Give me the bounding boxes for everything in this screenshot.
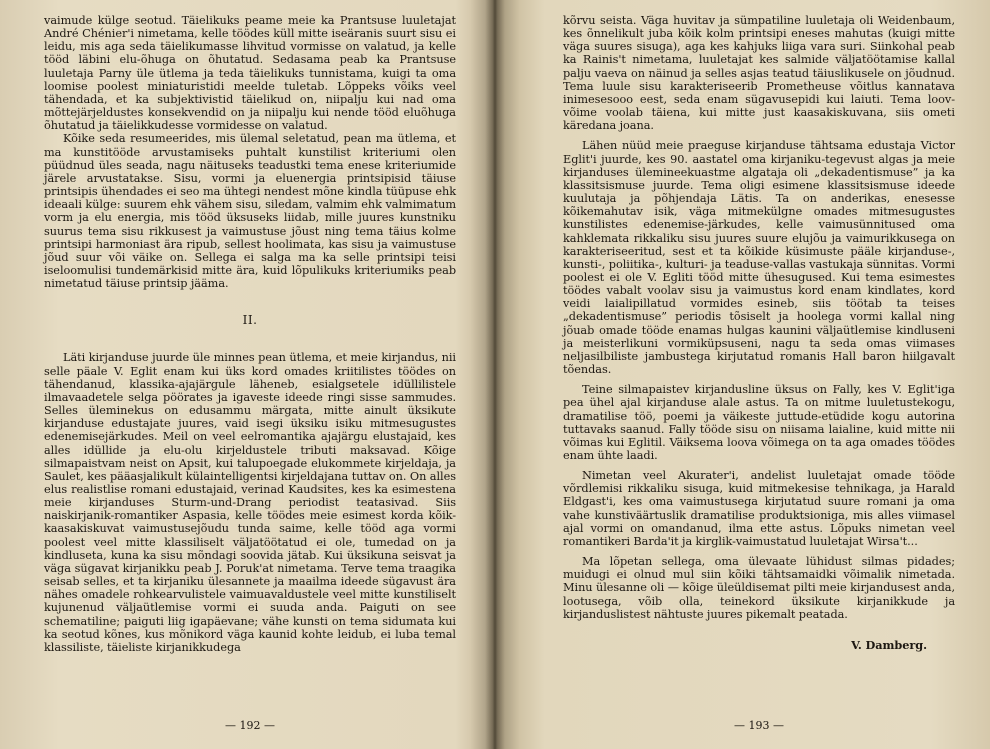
left-paragraph-3: Läti kirjanduse juurde üle minnes pean ütlema, et meie kirjandus, nii selle päale V. Eglit enam kui üks kord omades kriitilistes töödes on tähendanud, klassika-ajajärgule läheneb, esialgsetele idüllilistele ilmavaadetele selga pöörates ja igaveste ideede ringi sisse sammudes. Selles üleminekus on edusammu märgata, mitte ainult üksikute kirjanduse edustajate juures, vaid isegi üksiku isiku mitmesugustes edenemisejärkudes. Meil on veel eelromantika ajajärgu elustajaid, kes alles idüllide ja elu-olu kirjeldustele tributi maksavad. Kõige silmapaistvam neist on Apsit, kui talupoegade elukommete kirjeldaja, ja Saulet, kes pääasjalikult külaintelligentsi kirjeldajana tuttav on. On alles elus realistlise romani edustajaid, verinad Kaudsites, kes ka esimestena meie kirjanduses Sturm-und-Drang periodist teatasivad. Siis naiskirjanik-romantiker Aspasia, kelle töödes meie esimest korda kõik-kaasakiskuvat vaimustusejõudu tunda saime, kelle tööd aga vormi poolest veel mitte klassiliselt väljatöötatud ei ole, tumedad on ja kindluseta, kuna ka sisu mõndagi soovida jätab. Kui üksikuna seisvat ja väga sügavat kirjanikku peab J. Poruk'at nimetama. Terve tema traagika seisab selles, et ta kirjaniku ülesannete ja maailma ideede sügavust ära nähes omadele rohkearvulistele vaimuavaldustele veel mitte kunstiliselt kujunenud väljaütlemise vormi ei suuda anda. Paiguti on see schematiline; paiguti liig igapäevane; vähe kunsti on tema sidumata kui ka seotud kõnes, kus mõnikord väga kaunid kohte leidub, ei luba temal klassiliste, täieliste kirjanikkudega [44, 351, 456, 654]
left-paragraph-2: Kõike seda resumeerides, mis ülemal seletatud, pean ma ütlema, et ma kunstitööde arvustamiseks puhtalt kunstilist kriteriumi olen püüdnud üles seada, nagu näituseks teadustki tema enese kriteriumide järele arvustatakse. Sisu, vormi ja eluenergia printsipisid täiuse printsipis ühendades ei seo ma ühtegi nendest mõne kindla tüüpuse ehk ideaali külge: suurem ehk vähem sisu, siledam, valmim ehk valmimatum vorm ja elu energia, mis tööd üksuseks liidab, mille juures kunstniku suurus tema sisu rikkusest ja vaimustuse jõust ning tema täius kolme printsipi harmoniast ära ripub, sellest hoolimata, kas sisu ja vaimustuse jõud suur või väike on. Sellega ei salga ma ka selle printsipi teisi iseloomulisi tundemärkisid mitte ära, kuid lõpulikuks kriteriumiks peab nimetatud täiuse printsip jääma. [44, 132, 456, 291]
right-paragraph-5: Ma lõpetan sellega, oma ülevaate lühidust silmas pidades; muidugi ei olnud mul siin kõiki tähtsamaidki võimalik nimetada. Minu ülesanne oli — kõige üleüldisemat pilti meie kirjandusest anda, lootusega, võib olla, teinekord üksikute kirjanikkude ja kirjanduslistest nähtuste juures pikemalt peatada. [563, 555, 955, 621]
page-number-right: — 193 — [734, 719, 784, 732]
left-paragraph-1: vaimude külge seotud. Täielikuks peame meie ka Prantsuse luuletajat André Chénier'i nimetama, kelle töödes küll mitte iseäranis suurt sisu ei leidu, mis aga seda täielikumasse lihvitud vormisse on valatud, ja kelle tööd läbini elu-õhuga on õhutatud. Sedasama peab ka Prantsuse luuletaja Parny üle ütlema ja teda täielikuks tunnistama, kuigi ta oma loomise poolest miniaturistidi meelde tuletab. Lõppeks võiks veel tähendada, et ka subjektivistid täielikud on, niipalju kui nad oma mõttejärjeldustes konsekvendid on ja niipalju kui nende tööd eluõhuga õhutatud ja täielikkudesse vormidesse on valatud. [44, 14, 456, 133]
left-page [44, 14, 456, 749]
gutter-shadow [470, 0, 520, 749]
right-page [563, 14, 955, 749]
right-page-text [563, 14, 955, 652]
right-paragraph-1: kõrvu seista. Väga huvitav ja sümpatiline luuletaja oli Weidenbaum, kes õnnelikult juba kõik kolm printsipi eneses mahutas (kuigi mitte väga suures sisuga), aga kes kahjuks liiga vara suri. Siinkohal peab ka Rainis't nimetama, luuletajat kes salmide väljatöötamise kallal palju vaeva on näinud ja selles asjas teatud täiuslikusele on jõudnud. Tema luule sisu karakteriseerib Prometheuse võitlus kannatava inimesesooo eest, seda enam sügavusepidi kui laiuti. Tema loov-võime voolab täiena, kui mitte just kaasakiskuvana, siis ometi käredana joana. [563, 14, 955, 133]
right-paragraph-2: Lähen nüüd meie praeguse kirjanduse tähtsama edustaja Victor Eglit'i juurde, kes 90. aastatel oma kirjaniku-tegevust algas ja meie kirjanduses ülemineekuastme algataja oli „dekadentismuse” ja ka klassitsismuse juurde. Tema oligi esimene klassitsismuse ideede kuulutaja ja põhjendaja Lätis. Ta on anderikas, enesesse kõikemahutav isik, väga mitmekülgne omades mitmesugustes kunstilistes edenemise-järkudes, kelle vaimusünnitused oma kahklemata rikkaliku sisu juures suure elujõu ja vaimurikkusega on karakteriseeritud, sest et ta kõikide küsimuste pääle kirjanduse-, kunsti-, poliitika-, kulturi- ja teaduse-vallas vastukaja sünnitas. Vormi poolest ei ole V. Egliti tööd mitte ühesugused. Kui tema esimestes töödes vabalt voolav sisu ja vaimustus kord enam kindlates, kord veidi laialipillatud vormides esineb, siis töötab ta teises „dekadentismuse” periodis tõsiselt ja hoolega vormi kallal ning jõuab omade tööde enamas hulgas kaunini väljaütlemise kindluseni ja meisterlikuni vormiküpsuseni, nagu ta seda omas viimases neljasilbiliste jambustega kirjutatud romanis Hall baron hiilgavalt tõendas. [563, 139, 955, 377]
left-page-text [44, 14, 456, 654]
right-paragraph-3: Teine silmapaistev kirjandusline üksus on Fally, kes V. Eglit'iga pea ühel ajal kirjanduse alale astus. Ta on mitme luuletustekogu, dramatilise töö, poemi ja väikeste juttude-etüdide kogu autorina tuttavaks saanud. Fally tööde sisu on niisama laialine, kuid mitte nii võimas kui Eglitil. Väiksema loova võimega on ta aga omades töödes enam ühte laadi. [563, 383, 955, 462]
right-paragraph-4: Nimetan veel Akurater'i, andelist luuletajat omade tööde võrdlemisi rikkaliku sisuga, kuid mitmekesise tehnikaga, ja Harald Eldgast'i, kes oma vaimustusega kirjutatud suure romani ja oma vahe kunstiväärtuslik dramatilise produktsioniga, mis alles viimasel ajal vormi on omandanud, ilma ette astus. Lõpuks nimetan veel romantikeri Barda'it ja kirglik-vaimustatud luuletajat Wirsa't... [563, 469, 955, 548]
author-signature: V. Damberg. [851, 637, 927, 652]
page-number-left: — 192 — [225, 719, 275, 732]
section-heading: II. [242, 313, 258, 328]
